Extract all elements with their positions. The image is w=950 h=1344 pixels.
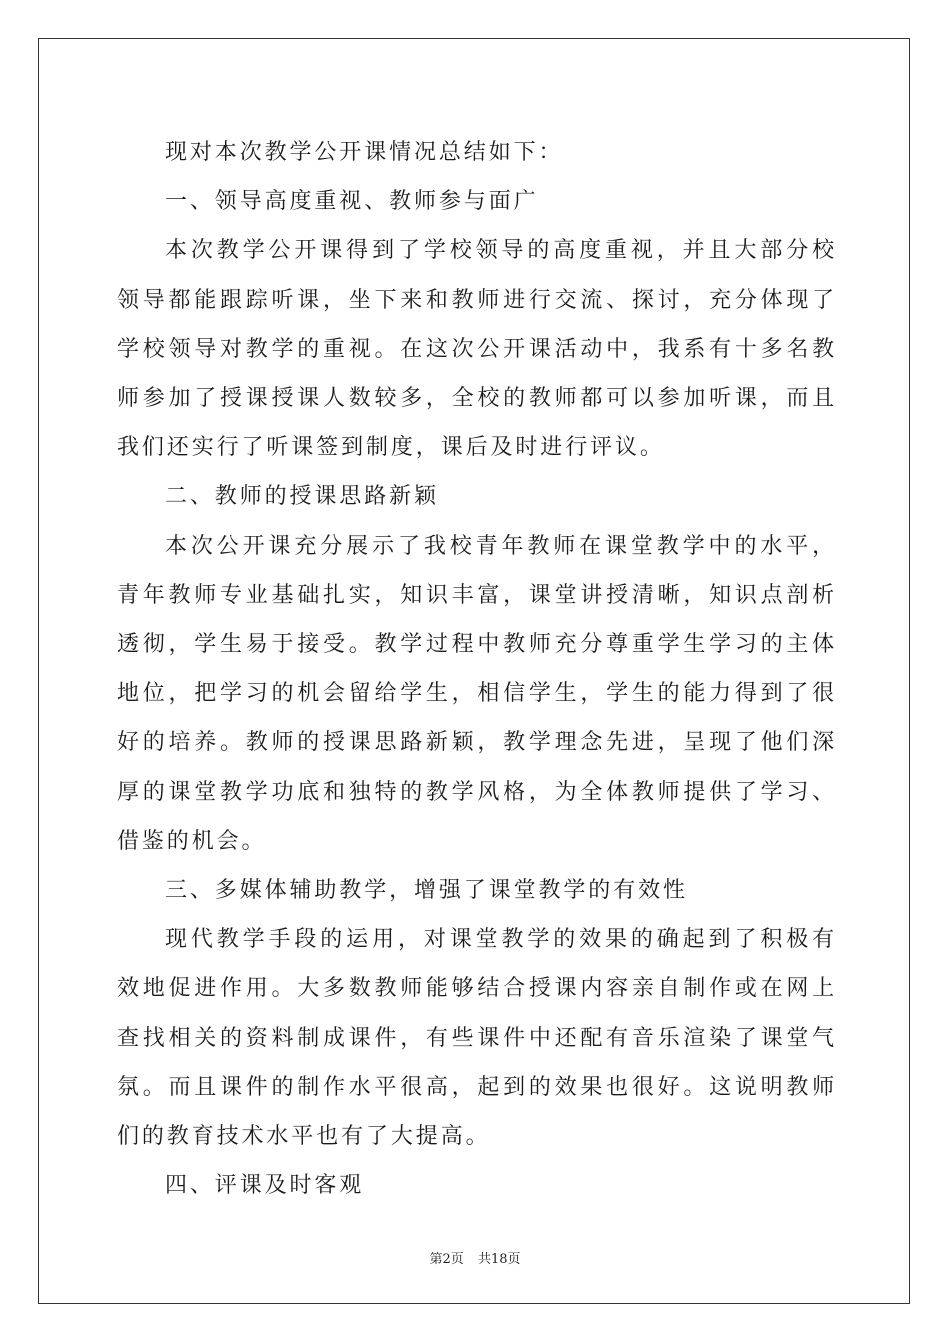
section-heading-1: 一、领导高度重视、教师参与面广 [165, 189, 539, 215]
section-heading-3: 三、多媒体辅助教学，增强了课堂教学的有效性 [165, 878, 688, 904]
section-heading-2: 二、教师的授课思路新颖 [165, 484, 439, 510]
document-body [117, 128, 837, 1210]
section-body-3: 现代教学手段的运用，对课堂教学的效果的确起到了积极有效地促进作用。大多数教师能够结合授课内容亲自制作或在网上查找相关的资料制成课件，有些课件中还配有音乐渲染了课堂气氛。而且课件的制作水平很高，起到的效果也很好。这说明教师们的教育技术水平也有了大提高。 [117, 927, 837, 1150]
page-footer [0, 1248, 950, 1267]
intro-paragraph: 现对本次教学公开课情况总结如下： [165, 140, 564, 165]
section-heading-4: 四、评课及时客观 [165, 1173, 365, 1199]
section-body-2: 本次公开课充分展示了我校青年教师在课堂教学中的水平，青年教师专业基础扎实，知识丰富，课堂讲授清晰，知识点剖析透彻，学生易于接受。教学过程中教师充分尊重学生学习的主体地位，把学习的机会留给学生，相信学生，学生的能力得到了很好的培养。教师的授课思路新颖，教学理念先进，呈现了他们深厚的课堂教学功底和独特的教学风格，为全体教师提供了学习、借鉴的机会。 [117, 533, 837, 854]
page-number: 第2页 [429, 1252, 464, 1267]
section-body-1: 本次教学公开课得到了学校领导的高度重视，并且大部分校领导都能跟踪听课，坐下来和教师进行交流、探讨，充分体现了学校领导对教学的重视。在这次公开课活动中，我系有十多名教师参加了授课授课人数较多，全校的教师都可以参加听课，而且我们还实行了听课签到制度，课后及时进行评议。 [117, 238, 837, 461]
page-total: 共18页 [477, 1252, 521, 1267]
